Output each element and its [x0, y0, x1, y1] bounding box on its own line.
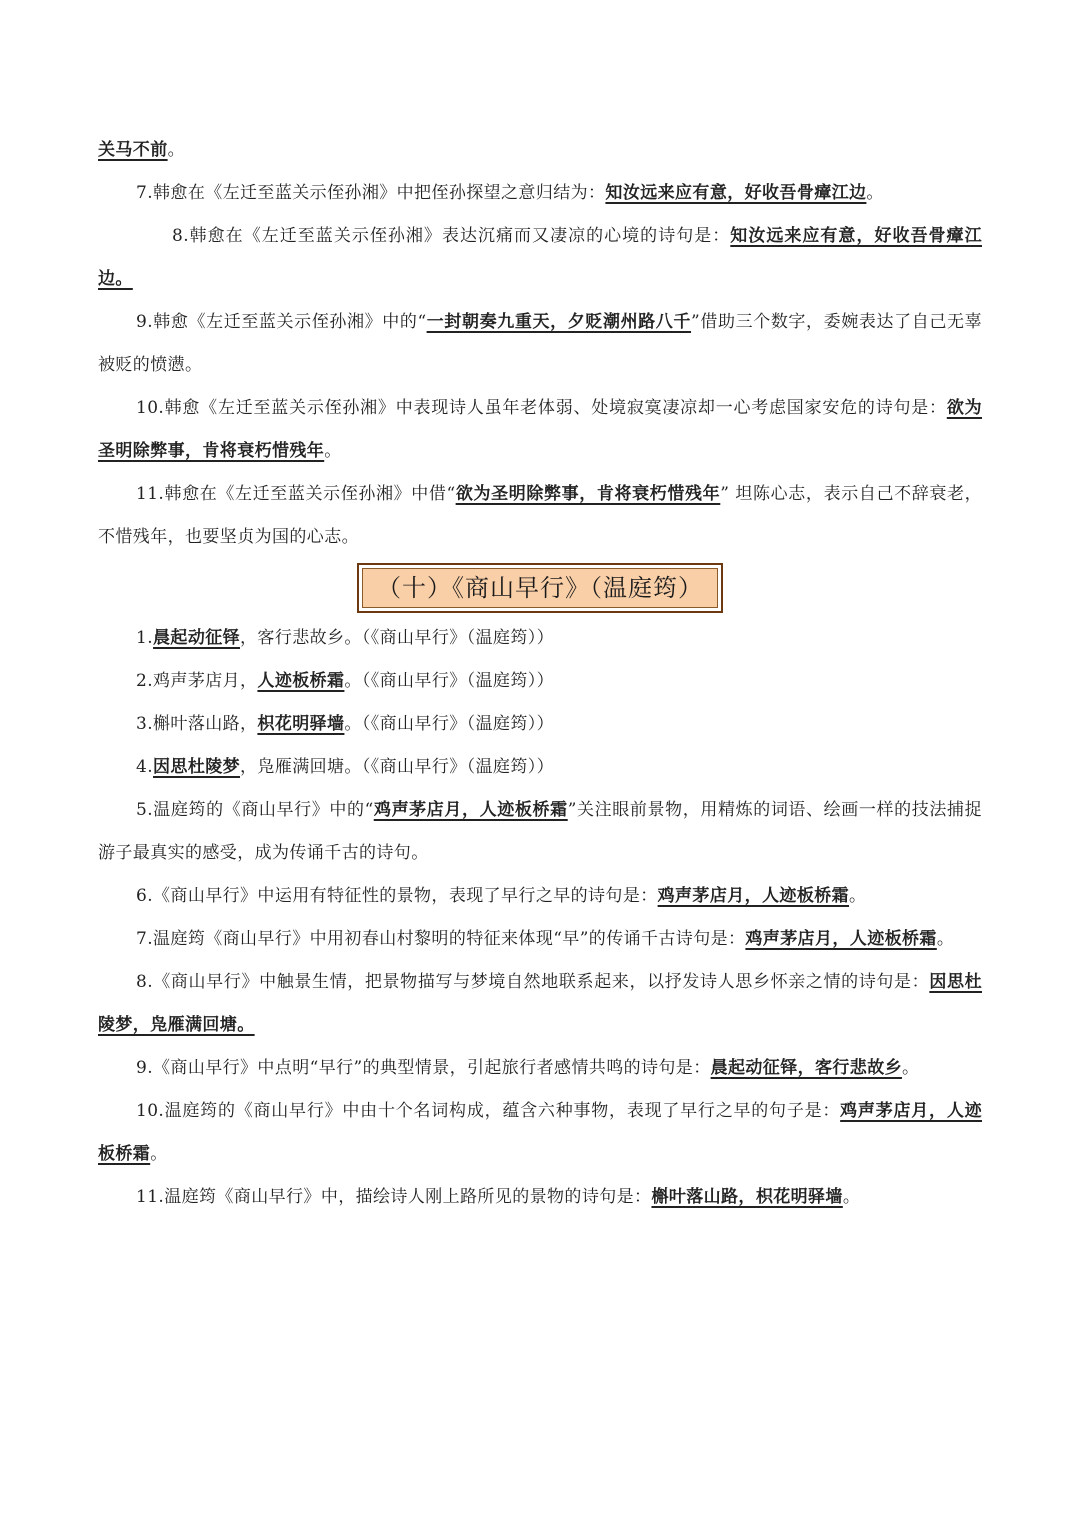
question-item-7b: 7.温庭筠《商山早行》中用初春山村黎明的特征来体现“早”的传诵千古诗句是：鸡声茅店月，人迹板桥霜。 [136, 929, 955, 949]
answer-highlight: 欲为圣明除弊事，肯将衰朽惜残年 [455, 484, 721, 504]
answer-highlight: 因思杜陵梦 [153, 757, 241, 777]
text-line-continuation: 关马不前。 [98, 140, 186, 160]
answer-highlight: 因思杜陵梦，凫雁满回塘。 [98, 972, 983, 1035]
question-item-11: 11.韩愈在《左迁至蓝关示侄孙湘》中借“欲为圣明除弊事，肯将衰朽惜残年” 坦陈心志，表示自己不辞衰老，不惜残年，也要坚贞为国的心志。 [98, 484, 982, 547]
poem-line-4: 4.因思杜陵梦，凫雁满回塘。（《商山早行》（温庭筠）） [136, 757, 555, 777]
section-title-box [357, 563, 723, 613]
answer-highlight: 鸡声茅店月，人迹板桥霜 [657, 886, 850, 906]
answer-highlight: 鸡声茅店月，人迹板桥霜 [373, 800, 568, 820]
answer-highlight: 知汝远来应有意，好收吾骨瘴江边。 [98, 226, 982, 289]
answer-highlight: 人迹板桥霜 [257, 671, 345, 691]
answer-highlight: 鸡声茅店月，人迹板桥霜 [98, 1101, 982, 1164]
answer-highlight: 枳花明驿墙 [257, 714, 345, 734]
poem-line-1: 1.晨起动征铎，客行悲故乡。（《商山早行》（温庭筠）） [136, 628, 555, 648]
answer-highlight: 槲叶落山路，枳花明驿墙 [651, 1187, 843, 1207]
question-item-8: 8.韩愈在《左迁至蓝关示侄孙湘》表达沉痛而又凄凉的心境的诗句是：知汝远来应有意，好收吾骨瘴江边。 [98, 226, 982, 289]
question-item-5: 5.温庭筠的《商山早行》中的“鸡声茅店月，人迹板桥霜”关注眼前景物，用精炼的词语、绘画一样的技法捕捉游子最真实的感受，成为传诵千古的诗句。 [98, 800, 982, 863]
question-item-7: 7.韩愈在《左迁至蓝关示侄孙湘》中把侄孙探望之意归结为：知汝远来应有意，好收吾骨瘴江边。 [136, 183, 884, 203]
question-item-9b: 9.《商山早行》中点明“早行”的典型情景，引起旅行者感情共鸣的诗句是：晨起动征铎，客行悲故乡。 [136, 1058, 920, 1078]
answer-highlight: 晨起动征铎，客行悲故乡 [710, 1058, 903, 1078]
question-item-10: 10.韩愈《左迁至蓝关示侄孙湘》中表现诗人虽年老体弱、处境寂寞凄凉却一心考虑国家安危的诗句是：欲为圣明除弊事，肯将衰朽惜残年。 [98, 398, 982, 461]
section-title: （十）《商山早行》（温庭筠） [362, 568, 718, 608]
poem-line-2: 2.鸡声茅店月，人迹板桥霜。（《商山早行》（温庭筠）） [136, 671, 555, 691]
poem-line-3: 3.槲叶落山路，枳花明驿墙。（《商山早行》（温庭筠）） [136, 714, 555, 734]
document-content [98, 129, 982, 1219]
question-item-11b: 11.温庭筠《商山早行》中，描绘诗人刚上路所见的景物的诗句是：槲叶落山路，枳花明驿墙。 [136, 1187, 861, 1207]
answer-highlight: 知汝远来应有意，好收吾骨瘴江边 [605, 183, 867, 203]
answer-highlight: 关马不前 [98, 140, 168, 160]
section-title-wrap [98, 563, 982, 613]
question-item-6: 6.《商山早行》中运用有特征性的景物，表现了早行之早的诗句是：鸡声茅店月，人迹板桥霜。 [136, 886, 867, 906]
question-item-10b: 10.温庭筠的《商山早行》中由十个名词构成，蕴含六种事物，表现了早行之早的句子是：鸡声茅店月，人迹板桥霜。 [98, 1101, 982, 1164]
answer-highlight: 欲为圣明除弊事，肯将衰朽惜残年 [98, 398, 982, 461]
question-item-8b: 8.《商山早行》中触景生情，把景物描写与梦境自然地联系起来，以抒发诗人思乡怀亲之情的诗句是：因思杜陵梦，凫雁满回塘。 [98, 972, 983, 1035]
answer-highlight: 鸡声茅店月，人迹板桥霜 [745, 929, 937, 949]
answer-highlight: 晨起动征铎 [153, 628, 241, 648]
answer-highlight: 一封朝奏九重天，夕贬潮州路八千 [426, 312, 692, 332]
question-item-9: 9.韩愈《左迁至蓝关示侄孙湘》中的“一封朝奏九重天，夕贬潮州路八千”借助三个数字，委婉表达了自己无辜被贬的愤懑。 [98, 312, 982, 375]
